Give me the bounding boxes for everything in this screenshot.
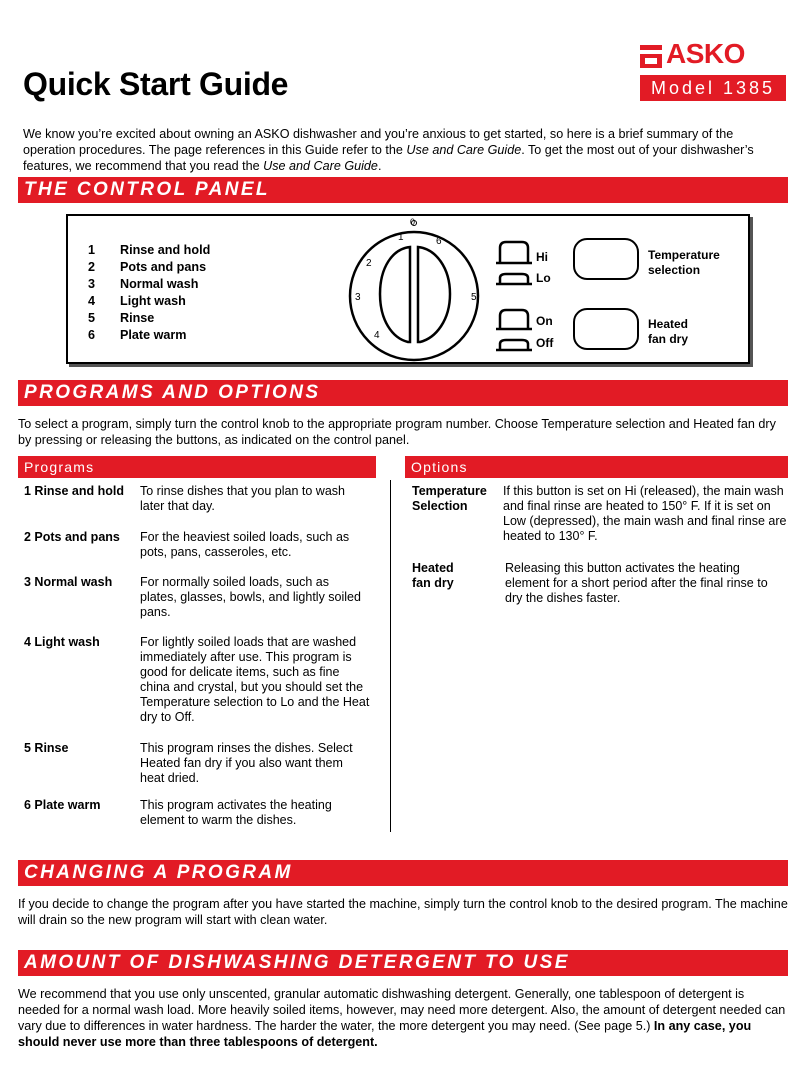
list-item: 5 Rinse xyxy=(88,311,155,325)
dial-mark-4: 4 xyxy=(374,330,380,341)
dial-mark-2: 2 xyxy=(366,258,372,269)
program-desc: This program activates the heating element to warm the dishes. xyxy=(140,798,332,827)
list-item: 4 Light wash xyxy=(88,294,186,308)
program-list xyxy=(88,242,210,344)
column-divider xyxy=(390,480,391,832)
program-name: 2 Pots and pans xyxy=(24,530,120,544)
list-item: 6 Plate warm xyxy=(88,328,187,342)
option-desc: If this button is set on Hi (released), the main wash and final rinse are heated to 150° F. If it is set on Low (depressed), the main wash and final rinse are heated to 130° F. xyxy=(503,484,787,543)
dial-mark-6: 6 xyxy=(436,236,442,247)
program-dial-icon xyxy=(342,216,492,362)
control-panel-diagram xyxy=(66,214,750,364)
dial-mark-0: 0 xyxy=(410,217,416,227)
programs-header: Programs xyxy=(18,456,376,478)
brand-name: ASKO xyxy=(666,38,745,69)
heated-dry-label: Heated fan dry xyxy=(648,317,689,346)
temp-button-icon xyxy=(496,238,532,286)
program-desc: For normally soiled loads, such as plates, glasses, bowls, and lightly soiled pans. xyxy=(140,575,361,619)
list-item: 2 Pots and pans xyxy=(88,260,207,274)
asko-logo xyxy=(638,40,788,104)
dial-mark-3: 3 xyxy=(355,292,361,303)
option-name: Heated fan dry xyxy=(412,561,454,590)
page-title: Quick Start Guide xyxy=(23,66,289,102)
detergent-text: We recommend that you use only unscented, granular automatic dishwashing detergent. Generally, one tablespoon of detergent is needed for a normal wash load. More heavily soiled items, however, may need more detergent. Also, the amount of detergent needed can vary due to differences in water hardness. The harder the water, the more detergent you may need. (See page 5.) In any case, you should never use more than three tablespoons of detergent. xyxy=(18,987,786,1049)
heated-dry-button[interactable] xyxy=(573,308,639,350)
on-label: On xyxy=(536,314,553,328)
options-header: Options xyxy=(405,456,788,478)
program-name: 5 Rinse xyxy=(24,741,69,755)
program-desc: For the heaviest soiled loads, such as pots, pans, casseroles, etc. xyxy=(140,530,350,559)
dry-button-icon xyxy=(496,306,532,354)
section-control-panel: THE CONTROL PANEL xyxy=(18,177,788,203)
dial-mark-5: 5 xyxy=(471,292,477,303)
section-detergent: AMOUNT OF DISHWASHING DETERGENT TO USE xyxy=(18,950,788,976)
program-desc: To rinse dishes that you plan to wash later that day. xyxy=(140,484,345,513)
asko-mark-icon xyxy=(640,45,664,69)
program-name: 1 Rinse and hold xyxy=(24,484,125,498)
option-desc: Releasing this button activates the heating element for a short period after the final rinse to dry the dishes faster. xyxy=(505,561,768,605)
hi-label: Hi xyxy=(536,250,548,264)
section-changing-program: CHANGING A PROGRAM xyxy=(18,860,788,886)
program-name: 3 Normal wash xyxy=(24,575,113,589)
changing-text: If you decide to change the program after you have started the machine, simply turn the control knob to the desired program. The machine will drain so the new program will start with clean water. xyxy=(18,897,788,927)
temperature-button[interactable] xyxy=(573,238,639,280)
off-label: Off xyxy=(536,336,554,350)
programs-intro: To select a program, simply turn the control knob to the appropriate program number. Choose Temperature selection and Heated fan dry by pressing or releasing the buttons, as indicated on the control panel. xyxy=(18,417,776,447)
temperature-label: Temperature selection xyxy=(648,248,720,277)
list-item: 1 Rinse and hold xyxy=(88,243,211,257)
section-programs-options: PROGRAMS AND OPTIONS xyxy=(18,380,788,406)
intro-paragraph: We know you’re excited about owning an ASKO dishwasher and you’re anxious to get started, so here is a brief summary of the operation procedures. The page references in this Guide refer to the Use and Care Guide. To get the most out of your dishwasher’s features, we recommend that you read the Use and Care Guide. xyxy=(23,127,754,173)
lo-label: Lo xyxy=(536,271,551,285)
model-badge: Model 1385 xyxy=(640,75,786,101)
list-item: 3 Normal wash xyxy=(88,277,199,291)
program-desc: This program rinses the dishes. Select Heated fan dry if you also want them heat dried. xyxy=(140,741,353,785)
program-name: 4 Light wash xyxy=(24,635,100,649)
program-name: 6 Plate warm xyxy=(24,798,101,812)
dial-mark-1: 1 xyxy=(398,232,404,243)
program-desc: For lightly soiled loads that are washed immediately after use. This program is good for delicate items, such as fine china and crystal, but you should set the Temperature selection to Lo and the Heat dry to Off. xyxy=(140,635,370,724)
option-name: Temperature Selection xyxy=(412,484,487,513)
